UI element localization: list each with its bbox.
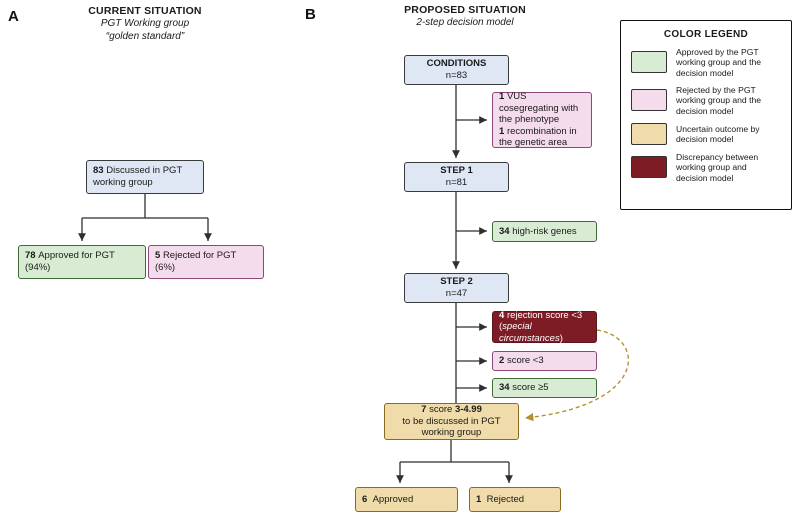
- panel-b-title-block: [345, 4, 585, 30]
- node-rejected-count: 5: [155, 250, 161, 262]
- node-score-lt3: [492, 351, 597, 371]
- node-score-lt3-count: 2: [499, 355, 505, 367]
- node-conditions-n: n=83: [445, 70, 468, 81]
- legend-text-rejected: Rejected by the PGT working group and the decision model: [676, 84, 762, 116]
- node-rejection-italic: special circumstances: [499, 321, 560, 344]
- node-discuss-count: 7: [421, 404, 427, 416]
- legend-text-discrepancy: Discrepancy between working group and decision model: [676, 151, 759, 183]
- node-rejected-label: Rejected for PGT: [162, 250, 237, 262]
- panel-b-letter: B: [305, 6, 316, 23]
- node-score-ge5: [492, 378, 597, 398]
- legend-item-approved: [631, 47, 791, 78]
- node-discussed-label: Discussed in PGT working group: [93, 165, 183, 188]
- legend-swatch-approved: [631, 51, 667, 73]
- node-final-rejected: [469, 487, 561, 512]
- node-approved-for-pgt: [18, 245, 146, 279]
- node-vus-count1: 1: [499, 91, 505, 103]
- node-conditions: [404, 55, 509, 85]
- node-rejection-count: 4: [499, 309, 505, 321]
- node-final-rejected-count: 1: [476, 493, 482, 505]
- panel-b-title: PROPOSED SITUATION: [404, 4, 526, 16]
- node-step1-n: n=81: [445, 177, 468, 188]
- node-rejection-score-special: [492, 311, 597, 343]
- legend-item-uncertain: [631, 123, 791, 145]
- node-vus-count2: 1: [499, 125, 505, 137]
- node-score-ge5-label: score ≥5: [512, 382, 549, 394]
- node-discuss-text: score: [429, 404, 455, 416]
- node-high-risk-label: high-risk genes: [512, 225, 577, 237]
- legend-swatch-uncertain: [631, 123, 667, 145]
- panel-a-subtitle2: “golden standard”: [105, 30, 185, 42]
- node-discussed-count: 83: [93, 165, 104, 177]
- node-discussed-in-pgt: [86, 160, 204, 194]
- panel-a-subtitle: PGT Working group: [100, 18, 190, 30]
- node-step1-label: STEP 1: [440, 165, 473, 177]
- node-approved-pct: (94%): [25, 262, 51, 273]
- node-step2: [404, 273, 509, 303]
- node-step2-n: n=47: [445, 288, 468, 299]
- node-vus-cosegregating: [492, 92, 592, 148]
- node-rejected-for-pgt: [148, 245, 264, 279]
- panel-b-subtitle: 2-step decision model: [416, 17, 514, 29]
- node-final-approved: [355, 487, 458, 512]
- node-final-approved-label: Approved: [372, 493, 414, 505]
- color-legend: [620, 20, 792, 210]
- legend-swatch-rejected: [631, 89, 667, 111]
- panel-a-title: CURRENT SITUATION: [88, 5, 202, 17]
- node-rejection-text-end: ): [559, 332, 563, 344]
- node-vus-text1: VUS cosegregating with the phenotype: [499, 91, 579, 126]
- node-high-risk-genes: [492, 221, 597, 242]
- node-step1: [404, 162, 509, 192]
- legend-item-rejected: [631, 85, 791, 116]
- node-final-approved-count: 6: [362, 493, 368, 505]
- panel-a-title-block: [45, 5, 245, 43]
- node-discuss-line2: to be discussed in PGT working group: [402, 415, 501, 439]
- node-to-be-discussed: [384, 403, 519, 440]
- node-discuss-range: 3-4.99: [454, 404, 482, 416]
- legend-title: COLOR LEGEND: [663, 29, 749, 40]
- legend-swatch-discrepancy: [631, 156, 667, 178]
- node-vus-text2: recombination in the genetic area: [499, 125, 577, 149]
- node-approved-label: Approved for PGT: [38, 250, 115, 262]
- legend-text-uncertain: Uncertain outcome by decision model: [676, 123, 760, 144]
- legend-item-discrepancy: [631, 152, 791, 183]
- node-rejection-text: rejection score <3 (: [499, 309, 583, 333]
- node-rejected-pct: (6%): [155, 262, 176, 273]
- node-score-lt3-label: score <3: [506, 355, 544, 367]
- panel-a-letter: A: [8, 8, 19, 25]
- node-high-risk-count: 34: [499, 225, 510, 237]
- node-score-ge5-count: 34: [499, 382, 510, 394]
- node-conditions-label: CONDITIONS: [426, 58, 487, 70]
- node-approved-count: 78: [25, 250, 36, 262]
- legend-text-approved: Approved by the PGT working group and the decision model: [676, 47, 762, 78]
- node-final-rejected-label: Rejected: [486, 493, 525, 505]
- node-step2-label: STEP 2: [440, 276, 473, 288]
